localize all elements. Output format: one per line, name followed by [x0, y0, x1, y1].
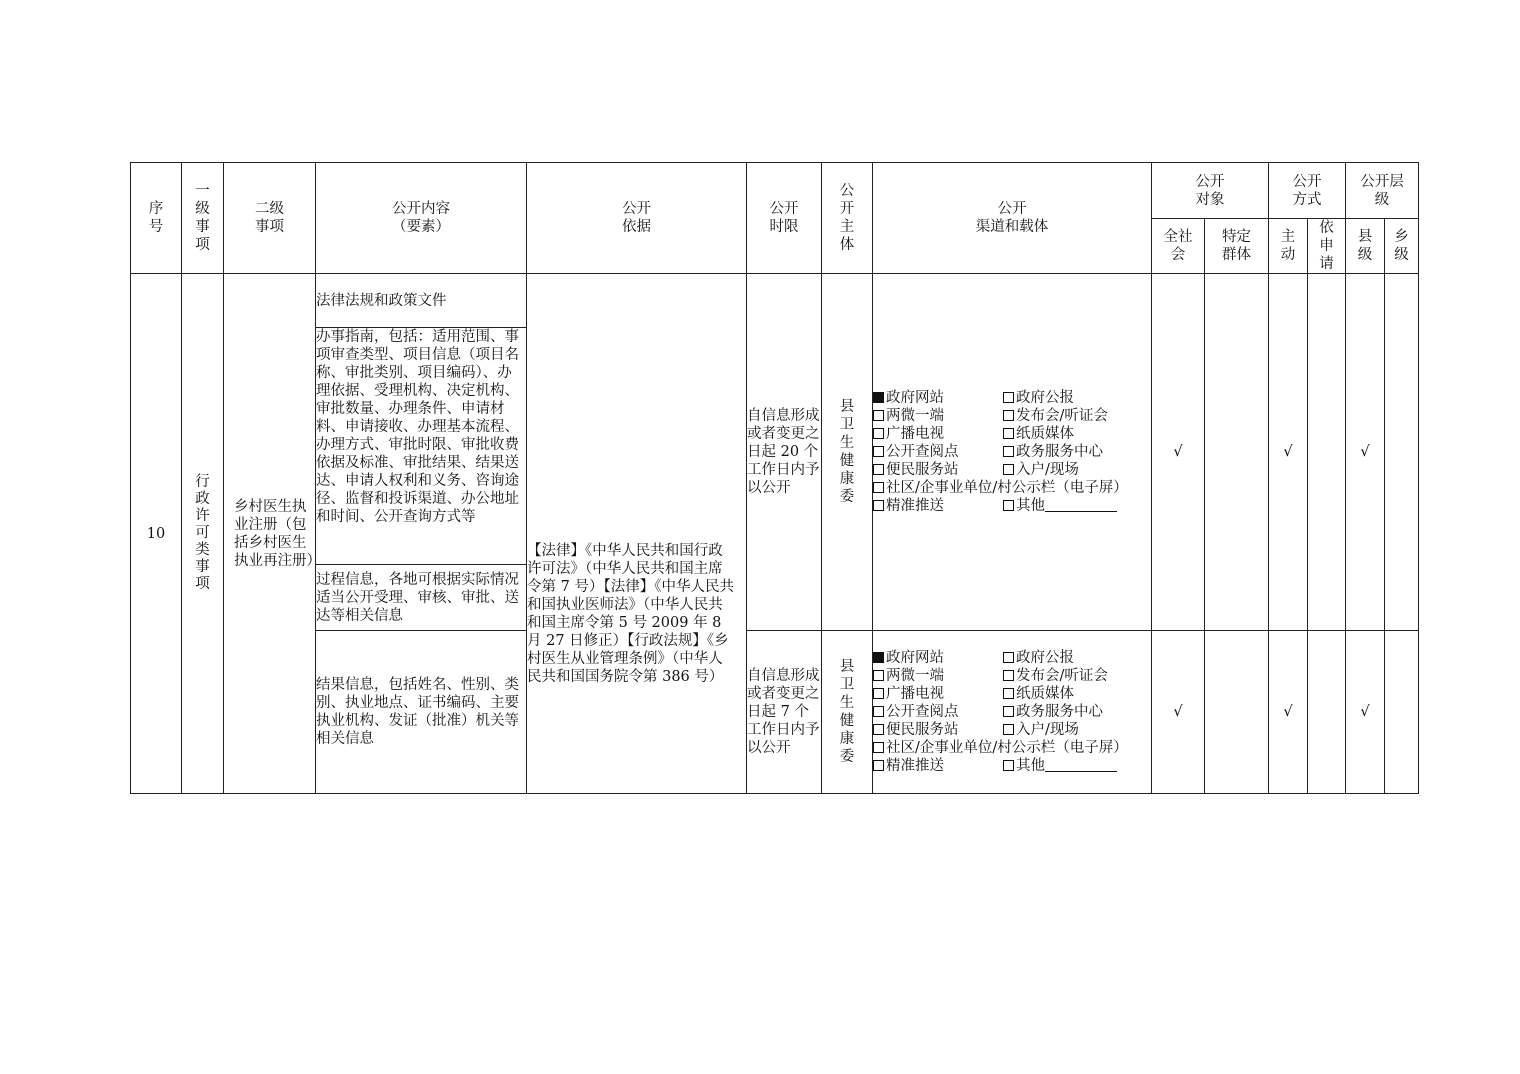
header-content	[316, 163, 527, 274]
row-timelimit-b	[747, 631, 822, 794]
content-process-text: 过程信息，各地可根据实际情况适当公开受理、审核、审批、送达等相关信息	[316, 571, 519, 624]
channel-convenience-label: 便民服务站	[886, 722, 959, 738]
header-level2	[224, 163, 316, 274]
row-basis	[527, 274, 747, 794]
content-guide-text: 办事指南，包括：适用范围、事项审查类型、项目信息（项目名称、审批类别、项目编码）、办理依据、受理机构、决定机构、审批数量、办理条件、申请材料、申请接收、办理基本流程、办理方式、审批时限、审批收费依据及标准、审批结果、结果送达、申请人权利和义务、咨询途径、监督和投诉渠道、办公地址和时间、公开查询方式等	[316, 329, 519, 525]
header-subject-text: 公开主体	[839, 183, 855, 253]
channel-convenience[interactable]	[873, 461, 1003, 479]
checkbox-empty-icon	[1003, 410, 1014, 421]
channel-gov-site-label: 政府网站	[886, 650, 944, 666]
row-subject-b-text: 县卫生健康委	[839, 659, 855, 765]
channel-two-wei[interactable]	[873, 667, 1003, 685]
header-level2-text: 二级事项	[255, 201, 284, 235]
channel-row-4	[873, 703, 1151, 721]
row-channels-b	[873, 631, 1152, 794]
header-tier	[1346, 163, 1419, 219]
channel-door[interactable]	[1003, 721, 1079, 739]
channel-press-label: 发布会/听证会	[1016, 668, 1108, 684]
row-level1-text: 行政许可类事项	[195, 474, 210, 592]
channel-other[interactable]	[1003, 497, 1117, 515]
header-basis-line1: 公开	[622, 201, 651, 217]
channel-reading-label: 公开查阅点	[886, 444, 959, 460]
header-audience-all-line2: 会	[1170, 247, 1186, 263]
header-method-active-text: 主动	[1280, 229, 1296, 263]
channel-community-label: 社区/企事业单位/村公示栏（电子屏）	[886, 480, 1128, 496]
checkbox-empty-icon	[873, 742, 884, 753]
header-audience-line1: 公开	[1195, 173, 1225, 190]
channel-door[interactable]	[1003, 461, 1079, 479]
channel-tv-label: 广播电视	[886, 426, 944, 442]
content-result	[316, 631, 527, 794]
channel-other-label: 其他	[1016, 498, 1045, 514]
channel-gov-gazette[interactable]	[1003, 389, 1074, 407]
row-level2-text: 乡村医生执业注册（包括乡村医生执业再注册）	[234, 498, 321, 569]
header-audience-line2: 对象	[1195, 191, 1225, 208]
channel-precise-label: 精准推送	[886, 758, 944, 774]
check-mark-icon: √	[1360, 704, 1370, 720]
channel-other-label: 其他	[1016, 758, 1045, 774]
row-timelimit-a	[747, 274, 822, 631]
channel-tv[interactable]	[873, 425, 1003, 443]
checkbox-empty-icon	[1003, 670, 1014, 681]
row-level2	[224, 274, 321, 794]
checkbox-empty-icon	[873, 706, 884, 717]
channel-precise[interactable]	[873, 497, 1003, 515]
channel-two-wei[interactable]	[873, 407, 1003, 425]
check-mark-icon: √	[1173, 444, 1183, 460]
header-basis	[527, 163, 747, 274]
check-all-a	[1152, 274, 1205, 631]
checkbox-empty-icon	[1003, 724, 1014, 735]
checkbox-empty-icon	[873, 688, 884, 699]
checkbox-empty-icon	[873, 446, 884, 457]
row-seq-text: 10	[146, 525, 166, 542]
channel-service-center-label: 政务服务中心	[1016, 704, 1103, 720]
channel-door-label: 入户/现场	[1016, 462, 1079, 478]
channel-paper-label: 纸质媒体	[1016, 426, 1074, 442]
check-mark-icon: √	[1173, 704, 1183, 720]
row-subject-b	[822, 631, 873, 794]
channel-reading[interactable]	[873, 443, 1003, 461]
header-content-line2: （要素）	[392, 219, 450, 235]
header-tier-town-text: 乡级	[1394, 229, 1409, 263]
channel-reading-label: 公开查阅点	[886, 704, 959, 720]
row-timelimit-a-text: 自信息形成或者变更之日起 20 个工作日内予以公开	[747, 408, 820, 496]
channel-precise[interactable]	[873, 757, 1003, 775]
checkbox-empty-icon	[1003, 760, 1014, 771]
header-content-line1: 公开内容	[392, 201, 450, 217]
header-method-request	[1308, 219, 1346, 274]
disclosure-table	[130, 162, 1419, 794]
channel-row-5	[873, 461, 1151, 479]
channel-convenience-label: 便民服务站	[886, 462, 959, 478]
header-audience	[1152, 163, 1269, 219]
header-audience-all-line1: 全社	[1163, 229, 1193, 245]
content-laws	[316, 274, 527, 328]
row-timelimit-b-text: 自信息形成或者变更之日起 7 个工作日内予以公开	[747, 668, 820, 756]
channel-press[interactable]	[1003, 407, 1108, 425]
header-method-line1: 公开	[1292, 173, 1322, 190]
other-blank-line[interactable]	[1045, 499, 1117, 512]
header-audience-all	[1152, 219, 1205, 274]
check-mark-icon: √	[1283, 444, 1293, 460]
header-tier-county-text: 县级	[1357, 229, 1373, 263]
header-basis-line2: 依据	[622, 219, 651, 235]
channel-two-wei-label: 两微一端	[886, 668, 944, 684]
checkbox-empty-icon	[873, 464, 884, 475]
channel-paper[interactable]	[1003, 685, 1074, 703]
channel-gov-site[interactable]	[873, 649, 1003, 667]
channel-paper-label: 纸质媒体	[1016, 686, 1074, 702]
channel-community[interactable]	[873, 479, 1151, 497]
checkbox-empty-icon	[1003, 428, 1014, 439]
row-channels-a	[873, 274, 1152, 631]
row-seq	[131, 274, 182, 794]
header-channel-line2: 渠道和载体	[975, 219, 1049, 235]
row-subject-a	[822, 274, 873, 631]
checkbox-empty-icon	[873, 724, 884, 735]
channel-convenience[interactable]	[873, 721, 1003, 739]
check-all-b	[1152, 631, 1205, 794]
header-level1	[182, 163, 224, 274]
check-mark-icon: √	[1283, 704, 1293, 720]
channel-row-4	[873, 443, 1151, 461]
check-town-a	[1385, 274, 1419, 631]
header-seq-text: 序号	[148, 201, 164, 235]
checkbox-empty-icon	[1003, 706, 1014, 717]
check-special-a	[1205, 274, 1269, 631]
channel-press[interactable]	[1003, 667, 1108, 685]
channel-row-3	[873, 685, 1151, 703]
channel-community[interactable]	[873, 739, 1151, 757]
content-guide	[316, 328, 527, 565]
channel-gov-gazette-label: 政府公报	[1016, 390, 1074, 406]
checkbox-empty-icon	[1003, 652, 1014, 663]
channel-row-3	[873, 425, 1151, 443]
check-request-b	[1308, 631, 1346, 794]
channel-door-label: 入户/现场	[1016, 722, 1079, 738]
channel-row-7	[873, 497, 1151, 515]
header-tier-line1: 公开层	[1360, 173, 1404, 190]
header-method-active	[1269, 219, 1308, 274]
checkbox-empty-icon	[873, 428, 884, 439]
header-audience-special-line1: 特定	[1222, 229, 1251, 245]
header-level1-text: 一级事项	[195, 183, 210, 253]
check-active-a	[1269, 274, 1308, 631]
channel-row-2	[873, 407, 1151, 425]
channel-reading[interactable]	[873, 703, 1003, 721]
header-audience-special	[1205, 219, 1269, 274]
header-seq	[131, 163, 182, 274]
checkbox-empty-icon	[873, 670, 884, 681]
channel-tv-label: 广播电视	[886, 686, 944, 702]
checkbox-empty-icon	[1003, 464, 1014, 475]
checkbox-empty-icon	[873, 500, 884, 511]
checkbox-empty-icon	[1003, 688, 1014, 699]
content-result-text: 结果信息，包括姓名、性别、类别、执业地点、证书编码、主要执业机构、发证（批准）机关等相关信息	[316, 677, 519, 747]
row-basis-text: 【法律】《中华人民共和国行政许可法》（中华人民共和国主席令第 7 号）【法律】《中华人民共和国执业医师法》（中华人民共和国主席令第 5 号 2009 年 8 月 27 日修正）【行政法规】《乡村医生从业管理条例》（中华人民共和国国务院令第 386 号）	[527, 542, 734, 685]
row-subject-a-text: 县卫生健康委	[839, 399, 855, 505]
checkbox-checked-icon	[873, 652, 884, 663]
channel-press-label: 发布会/听证会	[1016, 408, 1108, 424]
header-method-request-text: 依申请	[1319, 220, 1334, 272]
header-channel	[873, 163, 1152, 274]
checkbox-empty-icon	[873, 482, 884, 493]
check-town-b	[1385, 631, 1419, 794]
channel-row-5	[873, 721, 1151, 739]
channel-other[interactable]	[1003, 757, 1117, 775]
header-timelimit-line2: 时限	[769, 219, 799, 235]
check-mark-icon: √	[1360, 444, 1370, 460]
header-method	[1269, 163, 1346, 219]
check-request-a	[1308, 274, 1346, 631]
channel-row-1	[873, 649, 1151, 667]
channel-gov-site[interactable]	[873, 389, 1003, 407]
channel-community-label: 社区/企事业单位/村公示栏（电子屏）	[886, 740, 1128, 756]
header-method-line2: 方式	[1292, 191, 1322, 208]
channel-gov-site-label: 政府网站	[886, 390, 944, 406]
header-timelimit-line1: 公开	[769, 201, 799, 217]
header-channel-line1: 公开	[997, 201, 1027, 217]
check-county-a	[1346, 274, 1385, 631]
header-timelimit	[747, 163, 822, 274]
channel-row-1	[873, 389, 1151, 407]
channel-service-center[interactable]	[1003, 443, 1103, 461]
checkbox-empty-icon	[1003, 446, 1014, 457]
channel-paper[interactable]	[1003, 425, 1074, 443]
channel-row-2	[873, 667, 1151, 685]
checkbox-empty-icon	[873, 410, 884, 421]
checkbox-empty-icon	[1003, 392, 1014, 403]
channel-gov-gazette-label: 政府公报	[1016, 650, 1074, 666]
channel-service-center-label: 政务服务中心	[1016, 444, 1103, 460]
channel-two-wei-label: 两微一端	[886, 408, 944, 424]
header-tier-town	[1385, 219, 1419, 274]
channel-tv[interactable]	[873, 685, 1003, 703]
checkbox-checked-icon	[873, 392, 884, 403]
channel-row-7	[873, 757, 1151, 775]
header-tier-county	[1346, 219, 1385, 274]
check-active-b	[1269, 631, 1308, 794]
channel-service-center[interactable]	[1003, 703, 1103, 721]
header-subject	[822, 163, 873, 274]
header-audience-special-line2: 群体	[1222, 247, 1251, 263]
channel-gov-gazette[interactable]	[1003, 649, 1074, 667]
checkbox-empty-icon	[1003, 500, 1014, 511]
other-blank-line[interactable]	[1045, 759, 1117, 772]
content-process	[316, 565, 527, 631]
checkbox-empty-icon	[873, 760, 884, 771]
check-special-b	[1205, 631, 1269, 794]
header-tier-line2: 级	[1374, 191, 1390, 208]
content-laws-text: 法律法规和政策文件	[316, 292, 447, 309]
row-level1	[182, 274, 224, 794]
check-county-b	[1346, 631, 1385, 794]
channel-precise-label: 精准推送	[886, 498, 944, 514]
